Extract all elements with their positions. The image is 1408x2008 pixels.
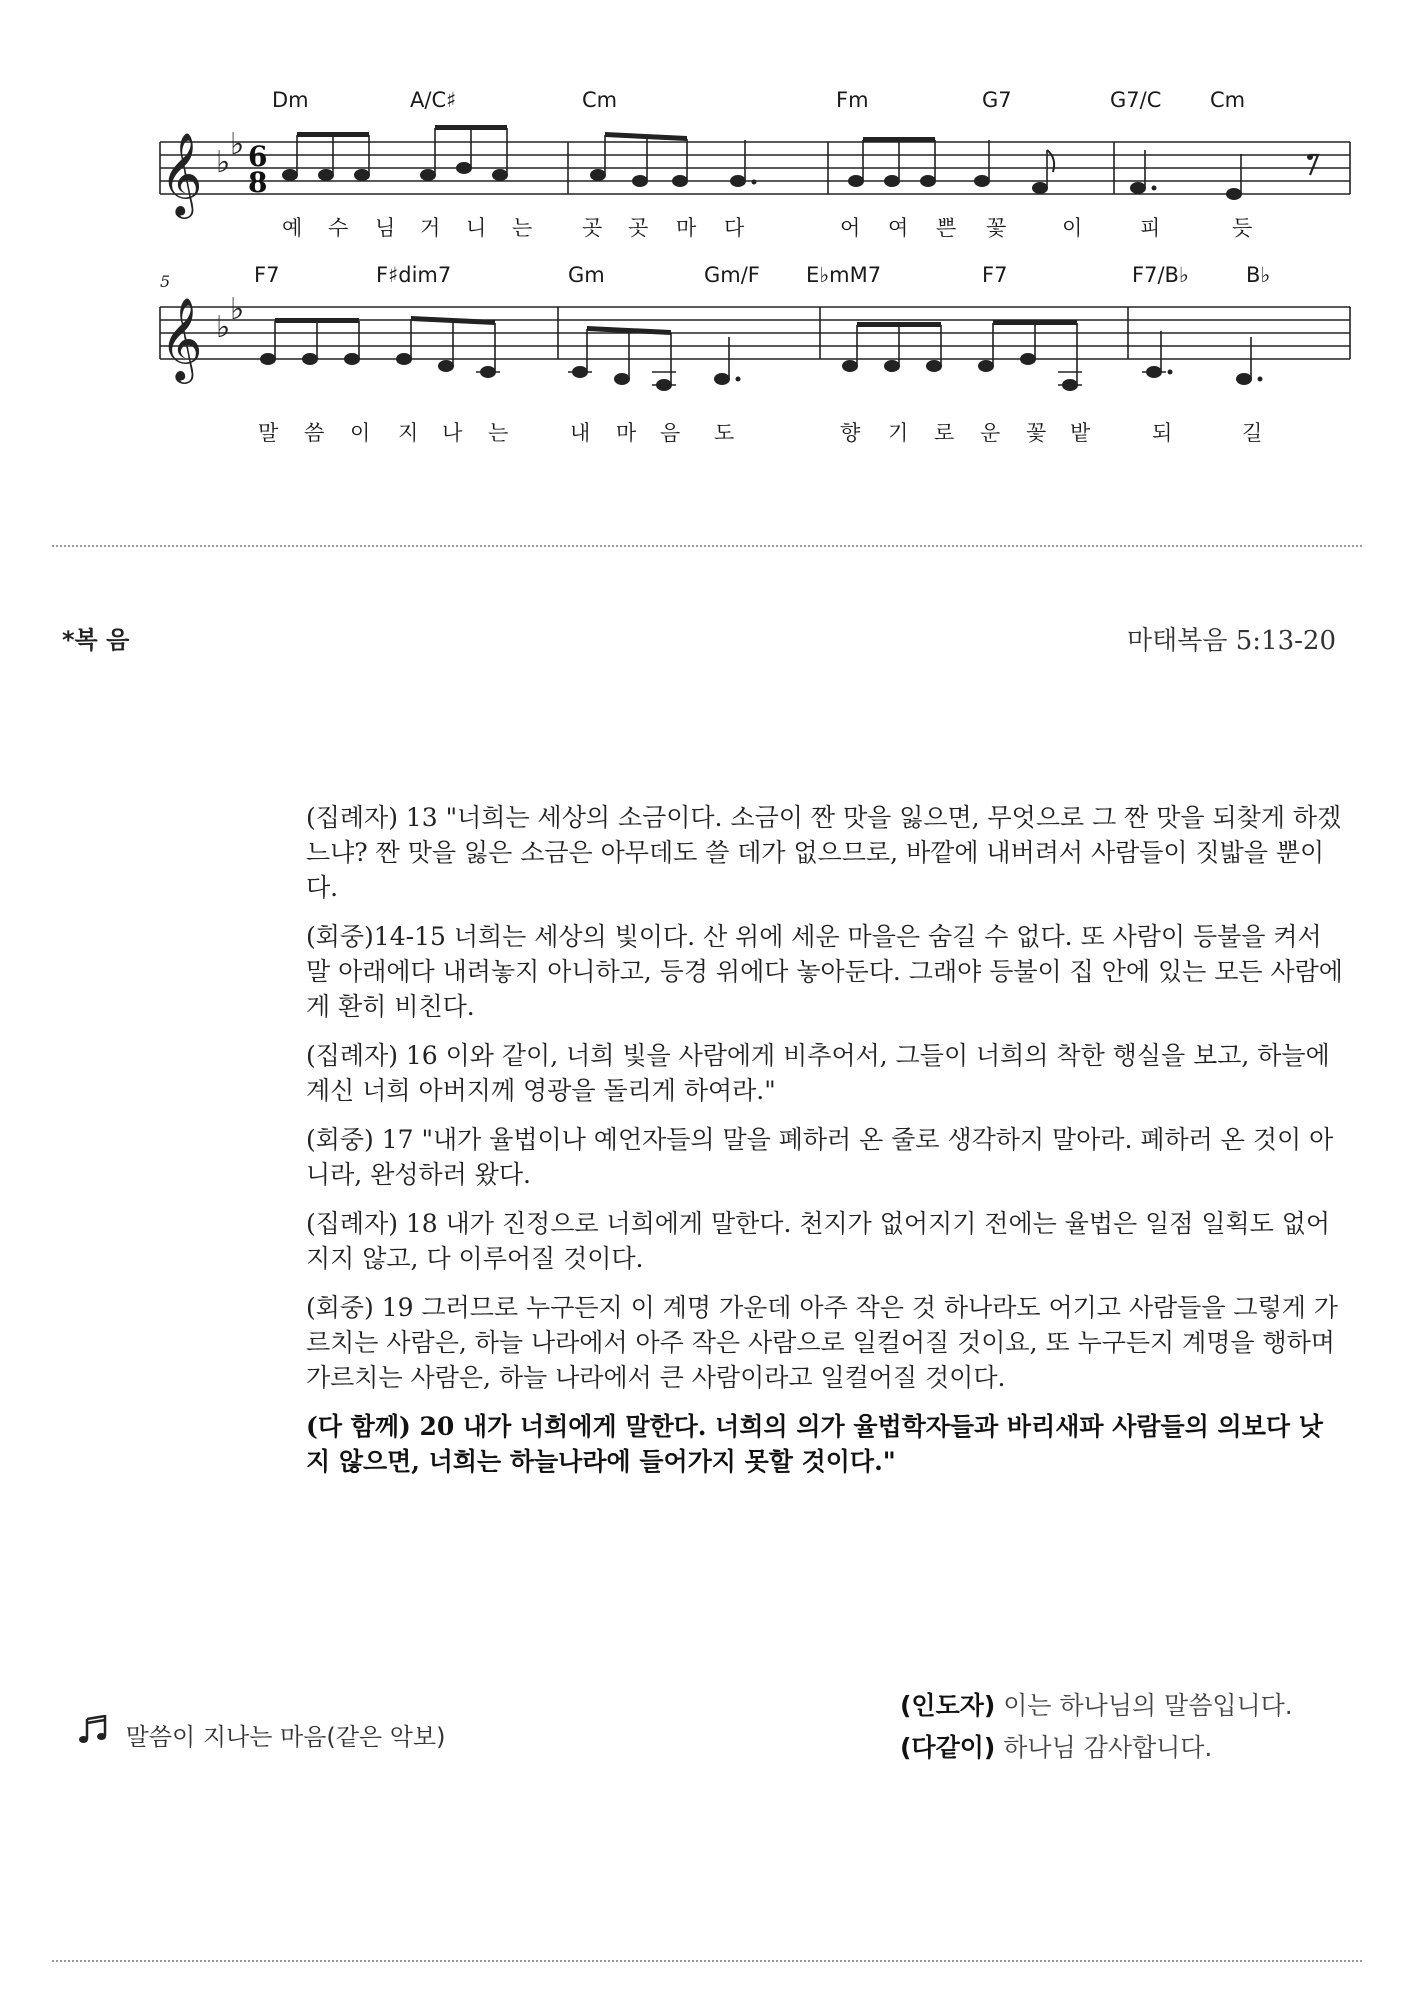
- lyric-syllable: 씀: [304, 421, 325, 445]
- lyric-syllable: 마: [616, 421, 637, 445]
- lyric-syllable: 이: [1062, 216, 1083, 240]
- response-role: (다같이): [900, 1733, 996, 1762]
- lyric-syllable: 쁜: [936, 216, 957, 240]
- lyric-syllable: 다: [724, 216, 745, 240]
- lyric-syllable: 길: [1242, 421, 1263, 445]
- flat-icon: ♭: [216, 310, 231, 345]
- lyric-syllable: 듯: [1232, 216, 1253, 240]
- responsive-reading: [900, 1685, 1293, 1769]
- measure-number: 5: [160, 272, 171, 291]
- response-line: [900, 1727, 1293, 1769]
- chord-label: Gm/F: [704, 263, 760, 287]
- verse-paragraph: (집례자) 18 내가 진정으로 너희에게 말한다. 천지가 없어지기 전에는 율법은 일점 일획도 없어지지 않고, 다 이루어질 것이다.: [306, 1209, 1331, 1273]
- music-note-icon: [78, 1715, 118, 1751]
- chord-label: Cm: [1210, 88, 1246, 112]
- response-text: 이는 하나님의 말씀입니다.: [1003, 1691, 1293, 1720]
- score-line-1: [150, 80, 1360, 270]
- lyric-syllable: 피: [1140, 216, 1161, 240]
- response-role: (인도자): [900, 1691, 996, 1720]
- lyric-syllable: 말: [258, 421, 279, 445]
- chord-label: F7: [254, 263, 280, 287]
- chord-label: Dm: [272, 88, 309, 112]
- lyric-syllable: 내: [570, 421, 591, 445]
- verse-paragraph: (회중) 19 그러므로 누구든지 이 계명 가운데 아주 작은 것 하나라도 어기고 사람들을 그렇게 가르치는 사람은, 하늘 나라에서 아주 작은 사람으로 일컬어질 것이요, 또 누구든지 계명을 행하며 가르치는 사람은, 하늘 나라에서 큰 사람이라고 일컬어질 것이다.: [306, 1293, 1338, 1392]
- chord-label: B♭: [1246, 263, 1271, 287]
- lyric-syllable: 꽃: [1026, 421, 1047, 445]
- verse-paragraph: (집례자) 13 "너희는 세상의 소금이다. 소금이 짠 맛을 잃으면, 무엇으로 그 짠 맛을 되찾게 하겠느냐? 짠 맛을 잃은 소금은 아무데도 쓸 데가 없으므로, 바깥에 내버려서 사람들이 짓밟을 뿐이다.: [306, 803, 1342, 902]
- chord-label: G7: [982, 88, 1012, 112]
- lyric-syllable: 수: [328, 216, 349, 240]
- lyric-syllable: 기: [888, 421, 909, 445]
- lyric-syllable: 음: [660, 421, 681, 445]
- chord-label: F7: [982, 263, 1008, 287]
- chord-label: F7/B♭: [1132, 263, 1189, 287]
- divider: [52, 1960, 1362, 1962]
- song-note: [78, 1715, 445, 1752]
- lyric-syllable: 곳: [628, 216, 649, 240]
- response-line: [900, 1685, 1293, 1727]
- flat-icon: ♭: [216, 145, 231, 180]
- lyric-syllable: 이: [350, 421, 371, 445]
- lyric-syllable: 는: [488, 421, 509, 445]
- lyric-syllable: 되: [1152, 421, 1173, 445]
- divider: [52, 545, 1362, 547]
- lyric-syllable: 운: [980, 421, 1001, 445]
- chord-label: F♯dim7: [376, 263, 452, 287]
- verse-paragraph: (집례자) 16 이와 같이, 너희 빛을 사람에게 비추어서, 그들이 너희의 착한 행실을 보고, 하늘에 계신 너희 아버지께 영광을 돌리게 하여라.": [306, 1041, 1330, 1105]
- song-note-label: 말씀이 지나는 마음(같은 악보): [125, 1723, 446, 1751]
- treble-clef-icon: 𝄞: [160, 296, 203, 380]
- lyric-syllable: 는: [512, 216, 533, 240]
- chord-label: Fm: [836, 88, 869, 112]
- chord-label: E♭mM7: [806, 263, 882, 287]
- response-text: 하나님 감사합니다.: [1003, 1733, 1213, 1762]
- verse-paragraph: (회중) 17 "내가 율법이나 예언자들의 말을 폐하러 온 줄로 생각하지 말아라. 폐하러 온 것이 아니라, 완성하러 왔다.: [306, 1125, 1334, 1189]
- lyric-syllable: 님: [375, 216, 396, 240]
- chord-label: G7/C: [1110, 88, 1162, 112]
- lyric-syllable: 밭: [1070, 421, 1091, 445]
- lyric-syllable: 곳: [582, 216, 603, 240]
- lyric-syllable: 지: [398, 421, 419, 445]
- chord-label: A/C♯: [410, 88, 457, 112]
- lyric-syllable: 향: [840, 421, 861, 445]
- lyric-syllable: 마: [676, 216, 697, 240]
- lyric-syllable: 로: [934, 421, 955, 445]
- time-signature-icon: 8: [248, 166, 268, 199]
- flat-icon: ♭: [230, 127, 245, 162]
- section-title: *복 음: [62, 626, 130, 654]
- flat-icon: ♭: [230, 292, 245, 327]
- lyric-syllable: 도: [714, 421, 735, 445]
- lyric-syllable: 니: [466, 216, 487, 240]
- closing-verse: (다 함께) 20 내가 너희에게 말한다. 너희의 의가 율법학자들과 바리새파 사람들의 의보다 낫지 않으면, 너희는 하늘나라에 들어가지 못할 것이다.": [306, 1412, 1323, 1476]
- chord-label: Cm: [582, 88, 618, 112]
- lyric-syllable: 예: [282, 216, 303, 240]
- lyric-syllable: 나: [442, 421, 463, 445]
- chord-label: Gm: [568, 263, 605, 287]
- treble-clef-icon: 𝄞: [160, 131, 203, 215]
- lyric-syllable: 여: [888, 216, 909, 240]
- scripture-reading: [306, 800, 1346, 1493]
- score-line-2: [150, 245, 1360, 445]
- lyric-syllable: 꽃: [986, 216, 1007, 240]
- scripture-reference: 마태복음 5:13-20: [1127, 626, 1336, 656]
- verse-paragraph: (회중)14-15 너희는 세상의 빛이다. 산 위에 세운 마을은 숨길 수 없다. 또 사람이 등불을 켜서 말 아래에다 내려놓지 아니하고, 등경 위에다 놓아둔다. 그래야 등불이 집 안에 있는 모든 사람에게 환히 비친다.: [306, 922, 1343, 1021]
- lyric-syllable: 거: [420, 216, 441, 240]
- time-signature-icon: 6: [248, 140, 268, 173]
- lyric-syllable: 어: [840, 216, 861, 240]
